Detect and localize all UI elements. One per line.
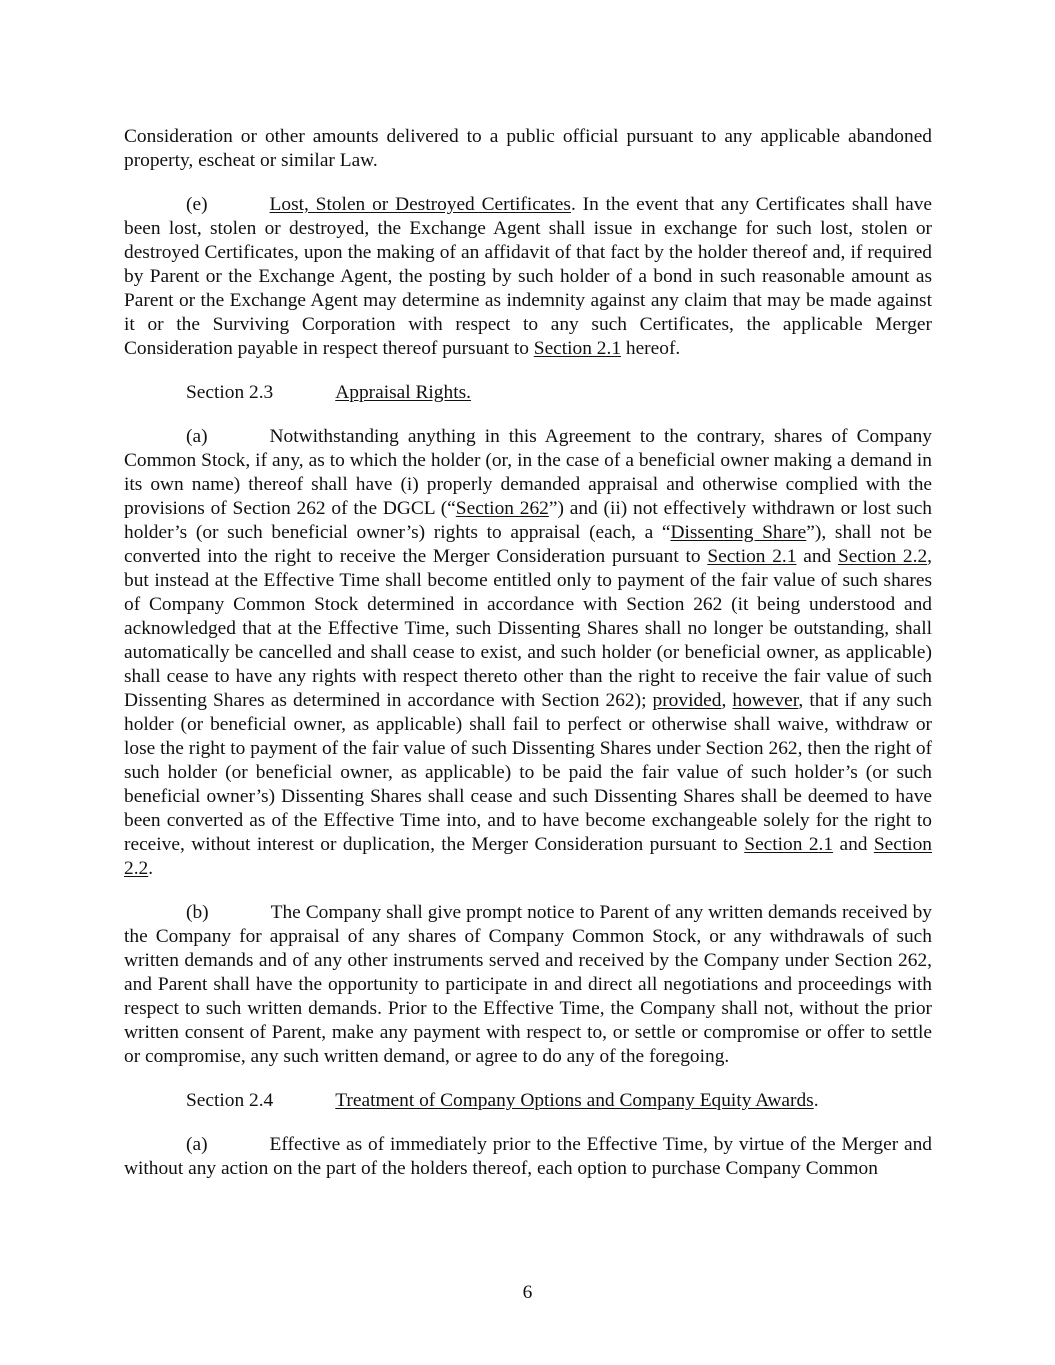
section-reference: Section 2.2	[837, 546, 928, 567]
paragraph-label: (e)	[186, 194, 208, 215]
paragraph-label: (b)	[186, 902, 209, 923]
carryover-paragraph: Consideration or other amounts delivered to a public official pursuant to any applicable abandoned property, escheat or similar Law.	[124, 126, 932, 171]
section-number: Section 2.3	[186, 382, 274, 403]
section-reference: Section 2.2	[124, 834, 933, 879]
section-reference: Section 2.1	[744, 834, 834, 855]
paragraph-2-3-a: (a) Notwithstanding anything in this Agreement to the contrary, shares of Company Common Stock, if any, as to which the holder (or, in the case of a beneficial owner making a demand in its own name) thereof shall have (i) properly demanded appraisal and otherwise complied with the provisions of Section 262 of the DGCL (“Section 262”) and (ii) not effectively withdrawn or lost such holder’s (or such beneficial owner’s) rights to appraisal (each, a “Dissenting Share”), shall not be converted into the right to receive the Merger Consideration pursuant to Section 2.1 and Section 2.2, but instead at the Effective Time shall become entitled only to payment of the fair value of such shares of Company Common Stock determined in accordance with Section 262 (it being understood and acknowledged that at the Effective Time, such Dissenting Shares shall no longer be outstanding, shall automatically be cancelled and shall cease to exist, and such holder (or beneficial owner, as applicable) shall cease to have any rights with respect thereto other than the right to receive the fair value of such Dissenting Shares as determined in accordance with Section 262); provided, however, that if any such holder (or beneficial owner, as applicable) shall fail to perfect or otherwise shall waive, withdraw or lose the right to payment of the fair value of such Dissenting Shares under Section 262, then the right of such holder (or beneficial owner, as applicable) to be paid the fair value of such holder’s (or such beneficial owner’s) Dissenting Shares shall cease and such Dissenting Shares shall be deemed to have been converted as of the Effective Time into, and to have become exchangeable solely for the right to receive, without interest or duplication, the Merger Consideration pursuant to Section 2.1 and Section 2.2.	[124, 426, 933, 879]
section-2-4-heading: Section 2.4 Treatment of Company Options and Company Equity Awards.	[186, 1090, 819, 1111]
paragraph-2-3-b: (b) The Company shall give prompt notice to Parent of any written demands received by the Company for appraisal of any shares of Company Common Stock, or any withdrawals of such written demands and of any other instruments served and received by the Company under Section 262, and Parent shall have the opportunity to participate in and direct all negotiations and proceedings with respect to such written demands. Prior to the Effective Time, the Company shall not, without the prior written consent of Parent, make any payment with respect to, or settle or compromise or offer to settle or compromise, any such written demand, or agree to do any of the foregoing.	[124, 902, 932, 1067]
paragraph-e-title: Lost, Stolen or Destroyed Certificates	[269, 194, 571, 215]
section-title: Treatment of Company Options and Company Equity Awards	[335, 1090, 814, 1111]
defined-term: Section 262	[455, 498, 549, 519]
page-number: 6	[522, 1282, 533, 1303]
document-page	[124, 125, 932, 1181]
paragraph-2-4-a: (a) Effective as of immediately prior to the Effective Time, by virtue of the Merger and without any action on the part of the holders thereof, each option to purchase Company Common	[124, 1134, 932, 1179]
section-reference: Section 2.1	[707, 546, 797, 567]
proviso-term: however	[732, 690, 799, 711]
defined-term: Dissenting Share	[670, 522, 807, 543]
section-title: Appraisal Rights.	[335, 382, 471, 403]
section-2-3-heading	[124, 381, 932, 405]
paragraph-e: (e) Lost, Stolen or Destroyed Certificates. In the event that any Certificates shall have been lost, stolen or destroyed, the Exchange Agent shall issue in exchange for such lost, stolen or destroyed Certificates, upon the making of an affidavit of that fact by the holder thereof and, if required by Parent or the Exchange Agent, the posting by such holder of a bond in such reasonable amount as Parent or the Exchange Agent may determine as indemnity against any claim that may be made against it or the Surviving Corporation with respect to any such Certificates, the applicable Merger Consideration payable in respect thereof pursuant to Section 2.1 hereof.	[124, 194, 932, 359]
proviso-term: provided	[652, 690, 722, 711]
paragraph-label: (a)	[186, 1134, 208, 1155]
paragraph-label: (a)	[186, 426, 208, 447]
section-reference: Section 2.1	[533, 338, 622, 359]
section-number: Section 2.4	[186, 1090, 274, 1111]
